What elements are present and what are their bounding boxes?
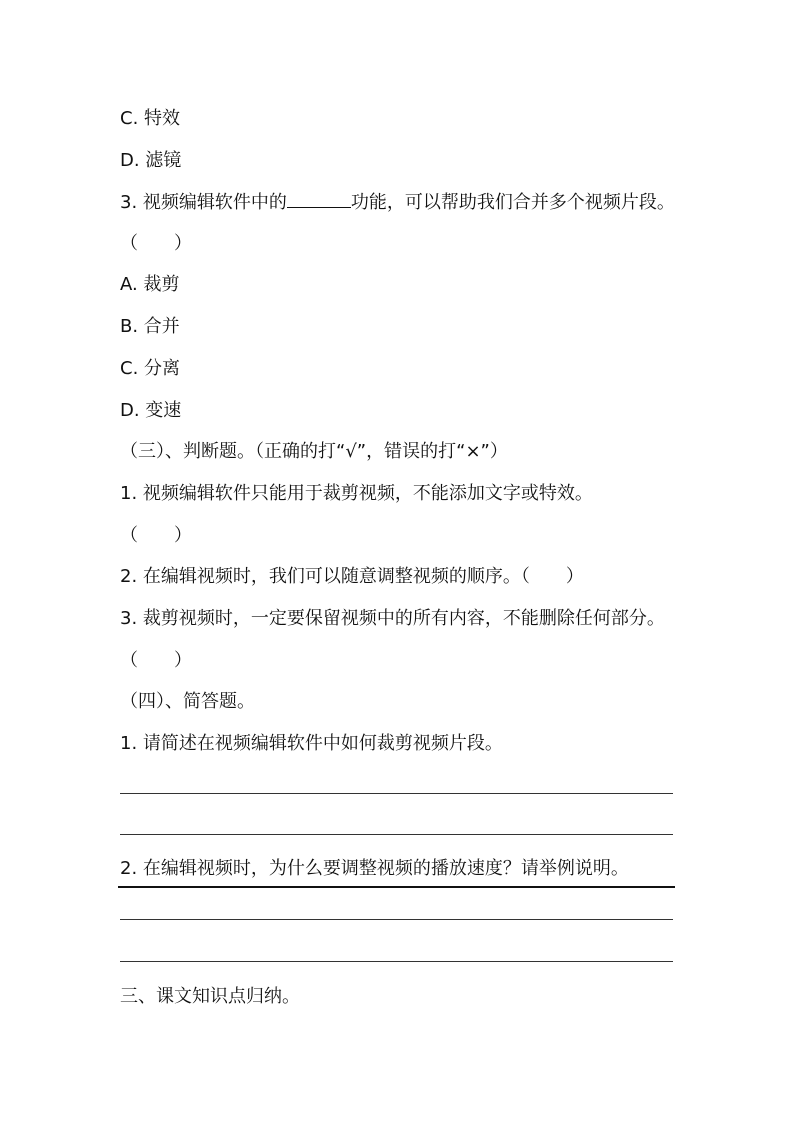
option-d-speed: D. 变速 <box>120 400 182 421</box>
option-a-crop: A. 裁剪 <box>120 274 180 295</box>
answer-parentheses-j3[interactable]: （ ） <box>120 650 192 671</box>
judgement-3: 3. 裁剪视频时，一定要保留视频中的所有内容，不能删除任何部分。 <box>120 608 665 629</box>
answer-line-1a[interactable] <box>120 793 673 794</box>
short-answer-2: 2. 在编辑视频时，为什么要调整视频的播放速度？请举例说明。 <box>120 858 629 879</box>
answer-parentheses-j1[interactable]: （ ） <box>120 525 192 546</box>
option-c-split: C. 分离 <box>120 358 181 379</box>
question-3 <box>120 190 675 215</box>
answer-line-2a[interactable] <box>118 886 675 888</box>
fill-in-blank[interactable] <box>287 190 351 208</box>
option-b-merge: B. 合并 <box>120 316 180 337</box>
option-d-filters: D. 滤镜 <box>120 150 182 171</box>
judgement-2: 2. 在编辑视频时，我们可以随意调整视频的顺序。（ ） <box>120 566 584 587</box>
section-summary-heading: 三、课文知识点归纳。 <box>120 986 300 1007</box>
option-c-effects: C. 特效 <box>120 108 181 129</box>
judgement-1: 1. 视频编辑软件只能用于裁剪视频，不能添加文字或特效。 <box>120 483 593 504</box>
short-answer-1: 1. 请简述在视频编辑软件中如何裁剪视频片段。 <box>120 733 503 754</box>
question-3-text-start: 3. 视频编辑软件中的 <box>120 192 287 213</box>
section-4-heading: （四）、简答题。 <box>120 691 255 712</box>
question-3-text-end: 功能，可以帮助我们合并多个视频片段。 <box>350 192 675 213</box>
answer-parentheses-q3[interactable]: （ ） <box>120 233 192 254</box>
answer-line-2c[interactable] <box>120 961 673 962</box>
answer-line-1b[interactable] <box>120 834 673 835</box>
section-3-heading: （三）、判断题。（正确的打“√”，错误的打“×”） <box>120 441 508 462</box>
answer-line-2b[interactable] <box>120 919 673 920</box>
